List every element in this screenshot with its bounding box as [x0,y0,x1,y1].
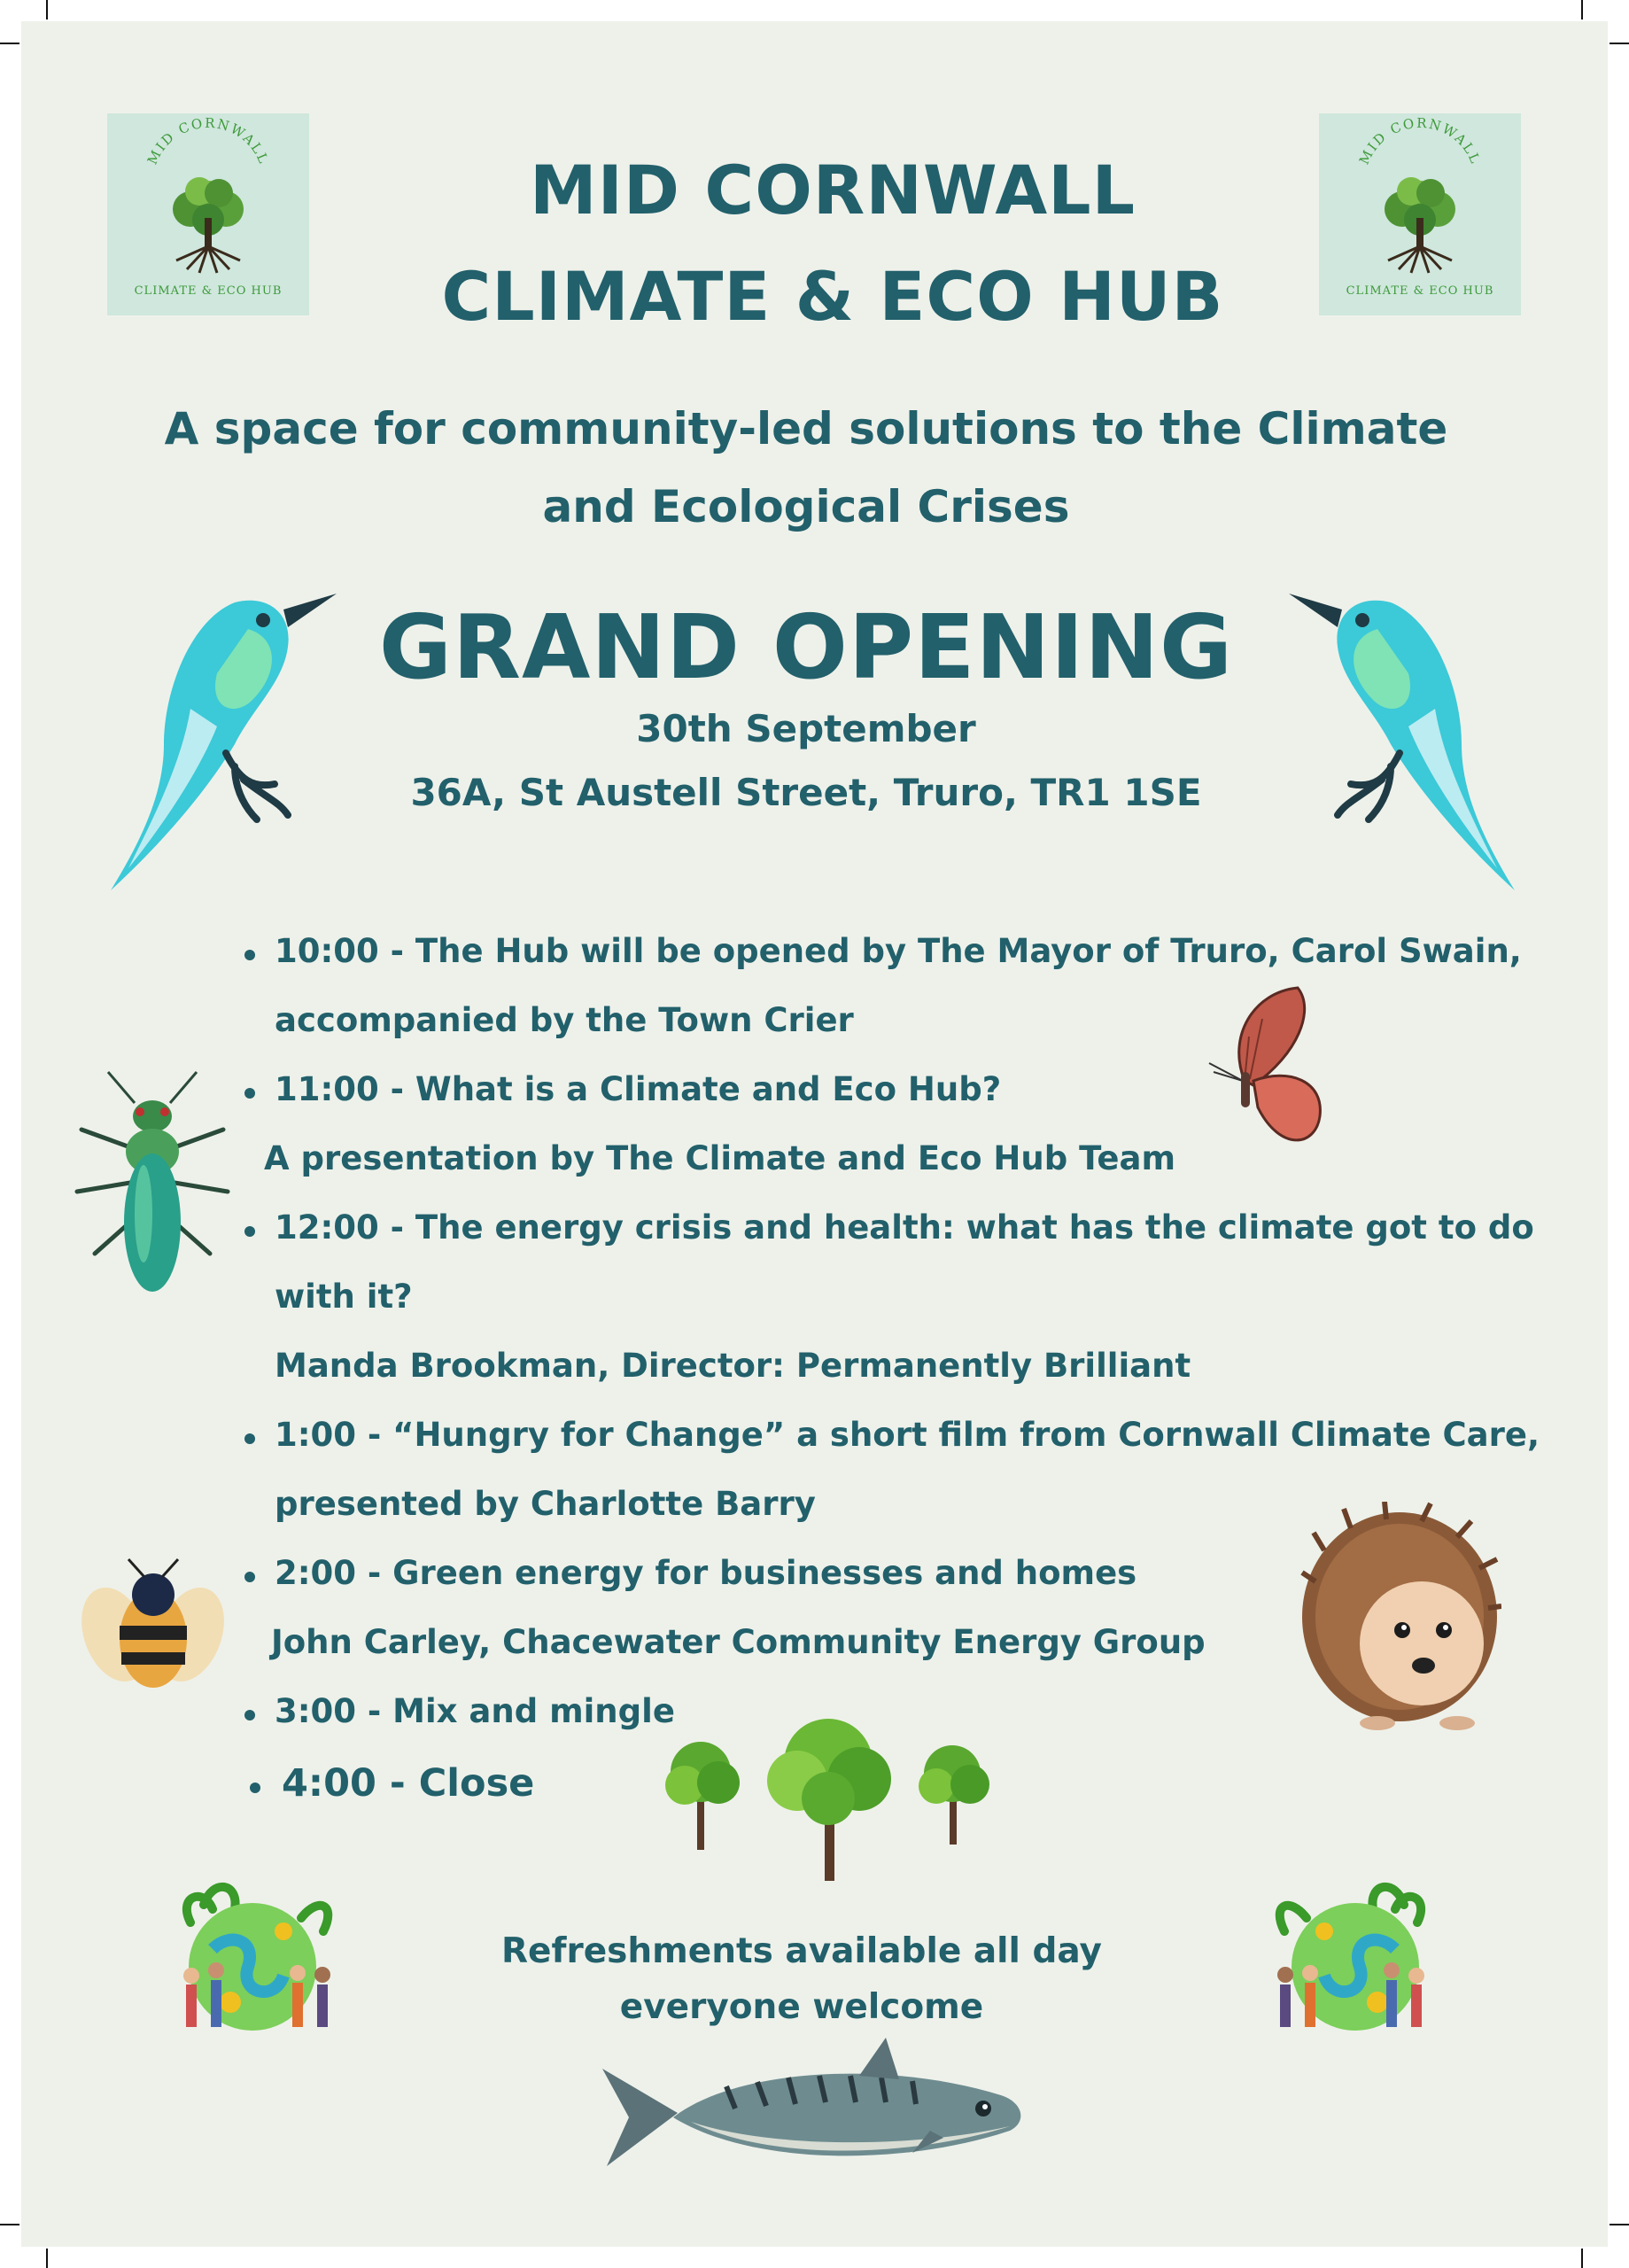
beetle-icon [73,1068,232,1298]
crop-mark [46,2249,48,2268]
page-title-line2: CLIMATE & ECO HUB [441,257,1224,336]
svg-text:CLIMATE & ECO HUB: CLIMATE & ECO HUB [1346,284,1494,298]
bullet [244,1572,255,1582]
fish-icon [593,2033,1036,2188]
bullet [244,1088,255,1099]
subtitle-line2: and Ecological Crises [542,481,1070,532]
bullet [250,1783,260,1793]
bullet [244,1433,255,1444]
svg-text:CLIMATE & ECO HUB: CLIMATE & ECO HUB [134,284,283,298]
svg-text:MID CORNWALL: MID CORNWALL [1355,114,1485,167]
schedule-item-11-detail: A presentation by The Climate and Eco Hub Team [264,1139,1176,1177]
bird-left-icon [102,576,350,895]
bullet [244,1710,255,1720]
bee-icon [75,1555,230,1710]
logo-right [1319,113,1521,315]
event-heading: GRAND OPENING [378,595,1234,699]
bullet [244,950,255,960]
page-title-line1: MID CORNWALL [529,151,1136,229]
schedule-item-1-detail: presented by Charlotte Barry [275,1485,816,1523]
crop-mark [46,0,48,19]
bullet [244,1226,255,1237]
schedule-item-11: 11:00 - What is a Climate and Eco Hub? [275,1070,1002,1108]
schedule-item-3: 3:00 - Mix and mingle [275,1692,675,1730]
schedule-item-2-speaker: John Carley, Chacewater Community Energy Group [271,1623,1206,1661]
schedule-item-12-detail: with it? [275,1278,413,1316]
schedule-item-10-detail: accompanied by the Town Crier [275,1001,854,1039]
community-globe-left-icon [151,1869,345,2033]
hedgehog-icon [1298,1502,1501,1736]
butterfly-icon [1191,983,1333,1161]
event-address: 36A, St Austell Street, Truro, TR1 1SE [410,771,1202,814]
logo-left [107,113,309,315]
crop-mark [1581,0,1583,19]
event-date: 30th September [636,707,976,750]
schedule-item-12-speaker: Manda Brookman, Director: Permanently Brilliant [275,1347,1191,1385]
schedule-item-1: 1:00 - “Hungry for Change” a short film from Cornwall Climate Care, [275,1416,1540,1454]
crop-mark [1610,43,1629,44]
schedule-item-2: 2:00 - Green energy for businesses and homes [275,1554,1137,1592]
svg-text:MID CORNWALL: MID CORNWALL [144,114,273,167]
tree-logo-icon [107,113,309,315]
crop-mark [0,2224,19,2225]
crop-mark [1610,2224,1629,2225]
tree-logo-icon [1319,113,1521,315]
community-globe-right-icon [1262,1869,1457,2033]
welcome-text: everyone welcome [619,1987,984,2027]
schedule-item-4: 4:00 - Close [282,1761,535,1806]
trees-icon [651,1710,1005,1883]
crop-mark [0,43,19,44]
crop-mark [1581,2249,1583,2268]
refreshments-text: Refreshments available all day [501,1931,1102,1971]
subtitle-line1: A space for community-led solutions to the Climate [164,403,1448,454]
bird-right-icon [1276,576,1524,895]
schedule-item-10: 10:00 - The Hub will be opened by The Mayor of Truro, Carol Swain, [275,932,1522,970]
schedule-item-12: 12:00 - The energy crisis and health: what has the climate got to do [275,1208,1534,1247]
